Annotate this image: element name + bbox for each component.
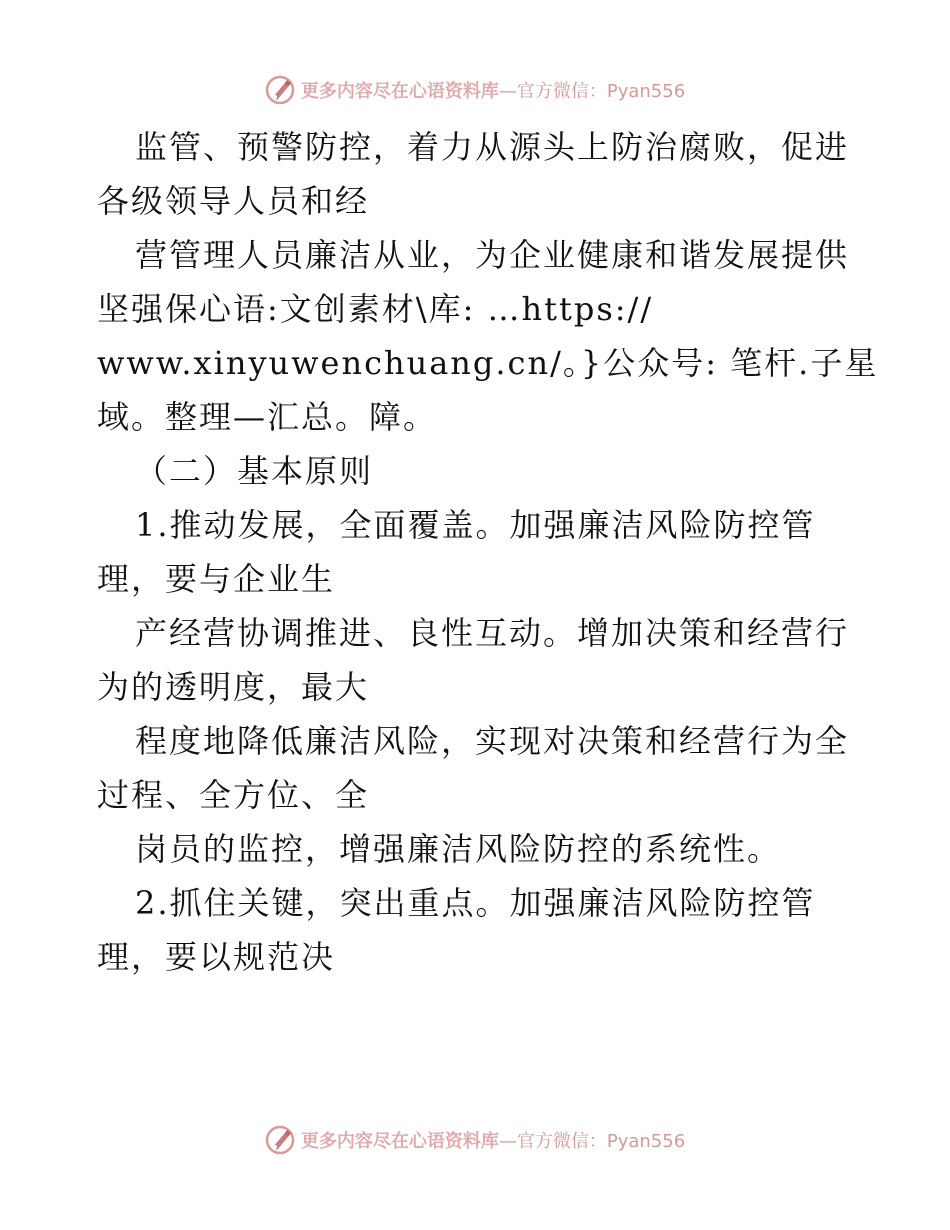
section-heading: （二）基本原则: [135, 452, 374, 490]
body-line: 产经营协调推进、良性互动。增加决策和经营行: [135, 614, 850, 652]
watermark-wechat-text: —官方微信：Pyan556: [498, 81, 686, 102]
watermark-wechat-text: —官方微信：Pyan556: [498, 1131, 686, 1152]
watermark-main-text: 更多内容尽在心语资料库: [300, 1131, 499, 1152]
body-line: www.xinyuwenchuang.cn/。}公众号: 笔杆.子星: [97, 344, 879, 382]
body-line: 监管、预警防控，着力从源头上防治腐败，促进: [135, 128, 850, 166]
header-watermark: [0, 70, 950, 110]
body-line: 域。整理—汇总。障。: [97, 398, 438, 436]
body-line: 程度地降低廉洁风险，实现对决策和经营行为全: [135, 722, 850, 760]
pen-nib-logo-icon: [265, 75, 295, 105]
body-line: 为的透明度，最大: [97, 668, 370, 706]
footer-watermark: [0, 1120, 950, 1160]
body-line: 坚强保心语:文创素材\库: …https://: [97, 290, 654, 328]
pen-nib-logo-icon: [265, 1125, 295, 1155]
body-line: 营管理人员廉洁从业，为企业健康和谐发展提供: [135, 236, 850, 274]
watermark-main-text: 更多内容尽在心语资料库: [300, 81, 499, 102]
body-line: 理，要与企业生: [97, 560, 336, 598]
body-line: 过程、全方位、全: [97, 776, 370, 814]
body-line: 各级领导人员和经: [97, 182, 370, 220]
body-line: 理，要以规范决: [97, 938, 336, 976]
body-line: 1.推动发展，全面覆盖。加强廉洁风险防控管: [135, 506, 816, 544]
body-line: 岗员的监控，增强廉洁风险防控的系统性。: [135, 830, 782, 868]
body-line: 2.抓住关键，突出重点。加强廉洁风险防控管: [135, 884, 816, 922]
document-body: [97, 120, 879, 984]
